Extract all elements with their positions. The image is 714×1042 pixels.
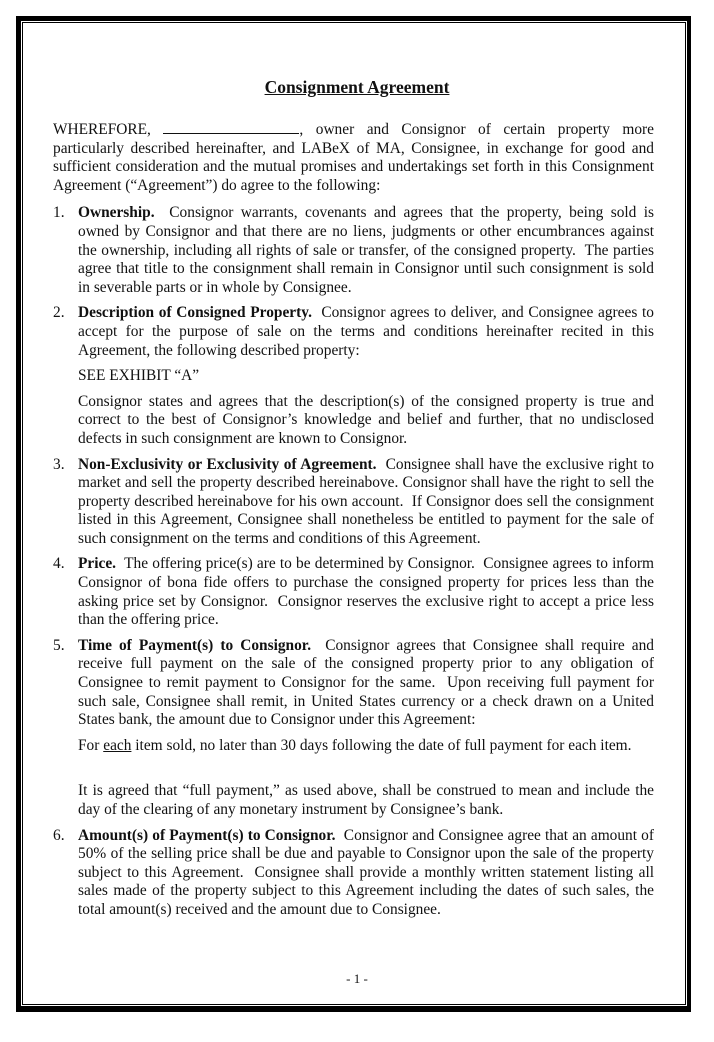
clause-body: Consignor agrees that Consignee shall require and receive full payment on the sale of the consigned property prior to any obligation of Consignee to remit payment to Consignor for the same. Upon receiving full payment for such sale, Consignee shall remit, in United States currency or a check drawn on a United States bank, the amount due to Consignor under this Agreement: (78, 636, 658, 729)
clause-number: 1. (53, 204, 65, 222)
spacer (78, 755, 654, 775)
clause-exclusivity (53, 455, 658, 549)
schedule-underlined: each (103, 736, 132, 754)
clause-price (53, 555, 658, 629)
schedule-suffix: item sold, no later than 30 days following the date of full payment for each item. (131, 736, 632, 754)
clause-body: Consignee shall have the exclusive right to market and sell the property described hereinabove. Consignor shall have the right to sell the property described hereinabove for his own account. If Consignor does sell the consignment listed in this Agreement, Consignee shall nonetheless be entitled to payment for the sale of such consignment on the terms and conditions of this Agreement. (78, 455, 658, 547)
clause-body: Consignor warrants, covenants and agrees that the property, being sold is owned by Consignor and that there are no liens, judgments or other encumbrances against the ownership, including all rights of sale or transfer, of the consigned property. The parties agree that title to the consignment shall remain in Consignor until such consignment is sold in severable parts or in whole by Consignee. (78, 204, 658, 296)
page-number: - 1 - (346, 971, 368, 986)
clause-text (78, 636, 658, 730)
clause-description (53, 304, 658, 448)
clause-number: 3. (53, 455, 65, 473)
clause-text (78, 826, 658, 920)
clause-number: 5. (53, 636, 65, 654)
clause-heading: Time of Payment(s) to Consignor. (78, 636, 312, 654)
clause-heading: Non-Exclusivity or Exclusivity of Agreement. (78, 455, 377, 473)
clause-number: 4. (53, 555, 65, 573)
intro-paragraph (53, 121, 654, 195)
clause-number: 6. (53, 826, 65, 844)
clause-text (78, 304, 658, 360)
exhibit-reference: SEE EXHIBIT “A” (78, 367, 200, 385)
clause-ownership (53, 204, 658, 297)
clause-amount-of-payment (53, 826, 658, 920)
intro-rest: , owner and Consignor of certain property more particularly described hereinafter, and LABeX of MA, Consignee, in exchange for good and sufficient consideration and the mutual promises and undertakings set forth in this Consignment Agreement (“Agreement”) do agree to the following: (53, 121, 655, 194)
clause-number: 2. (53, 304, 65, 322)
clause-heading: Amount(s) of Payment(s) to Consignor. (78, 826, 336, 844)
clause-heading: Ownership. (78, 204, 155, 222)
clause-heading: Price. (78, 555, 117, 573)
clause-text (78, 204, 658, 297)
consignor-name-blank[interactable] (163, 121, 299, 134)
clause-extra: It is agreed that “full payment,” as used above, shall be construed to mean and include the day of the clearing of any monetary instrument by Consignee’s bank. (78, 782, 654, 818)
clause-time-of-payment (53, 636, 658, 820)
clause-body: Consignor and Consignee agree that an amount of 50% of the selling price shall be due and payable to Consignor upon the sale of the property subject to this Agreement. Consignee shall provide a monthly written statement listing all sales made of the property subject to this Agreement including the dates of such sales, the total amount(s) received and the amount due to Consignee. (78, 826, 658, 918)
clause-text (78, 455, 658, 549)
clause-heading: Description of Consigned Property. (78, 304, 312, 322)
document-title: Consignment Agreement (264, 77, 450, 97)
clause-body: Consignor agrees to deliver, and Consignee agrees to accept for the purpose of sale on the terms and conditions hereinafter recited in this Agreement, the following described property: (78, 304, 658, 359)
payment-schedule (78, 737, 654, 756)
intro-lead: WHEREFORE, (53, 121, 164, 138)
clause-body: The offering price(s) are to be determined by Consignor. Consignee agrees to inform Consignor of bona fide offers to purchase the consigned property for prices less than the asking price set by Consignor. Consignor reserves the exclusive right to accept a price less than the offering price. (78, 555, 658, 629)
clause-extra: Consignor states and agrees that the description(s) of the consigned property is true and correct to the best of Consignor’s knowledge and belief and further, that no undisclosed defects in such consignment are known to Consignor. (78, 392, 654, 447)
clause-text (78, 555, 658, 629)
document-body (53, 121, 658, 927)
schedule-prefix: For (78, 736, 104, 754)
